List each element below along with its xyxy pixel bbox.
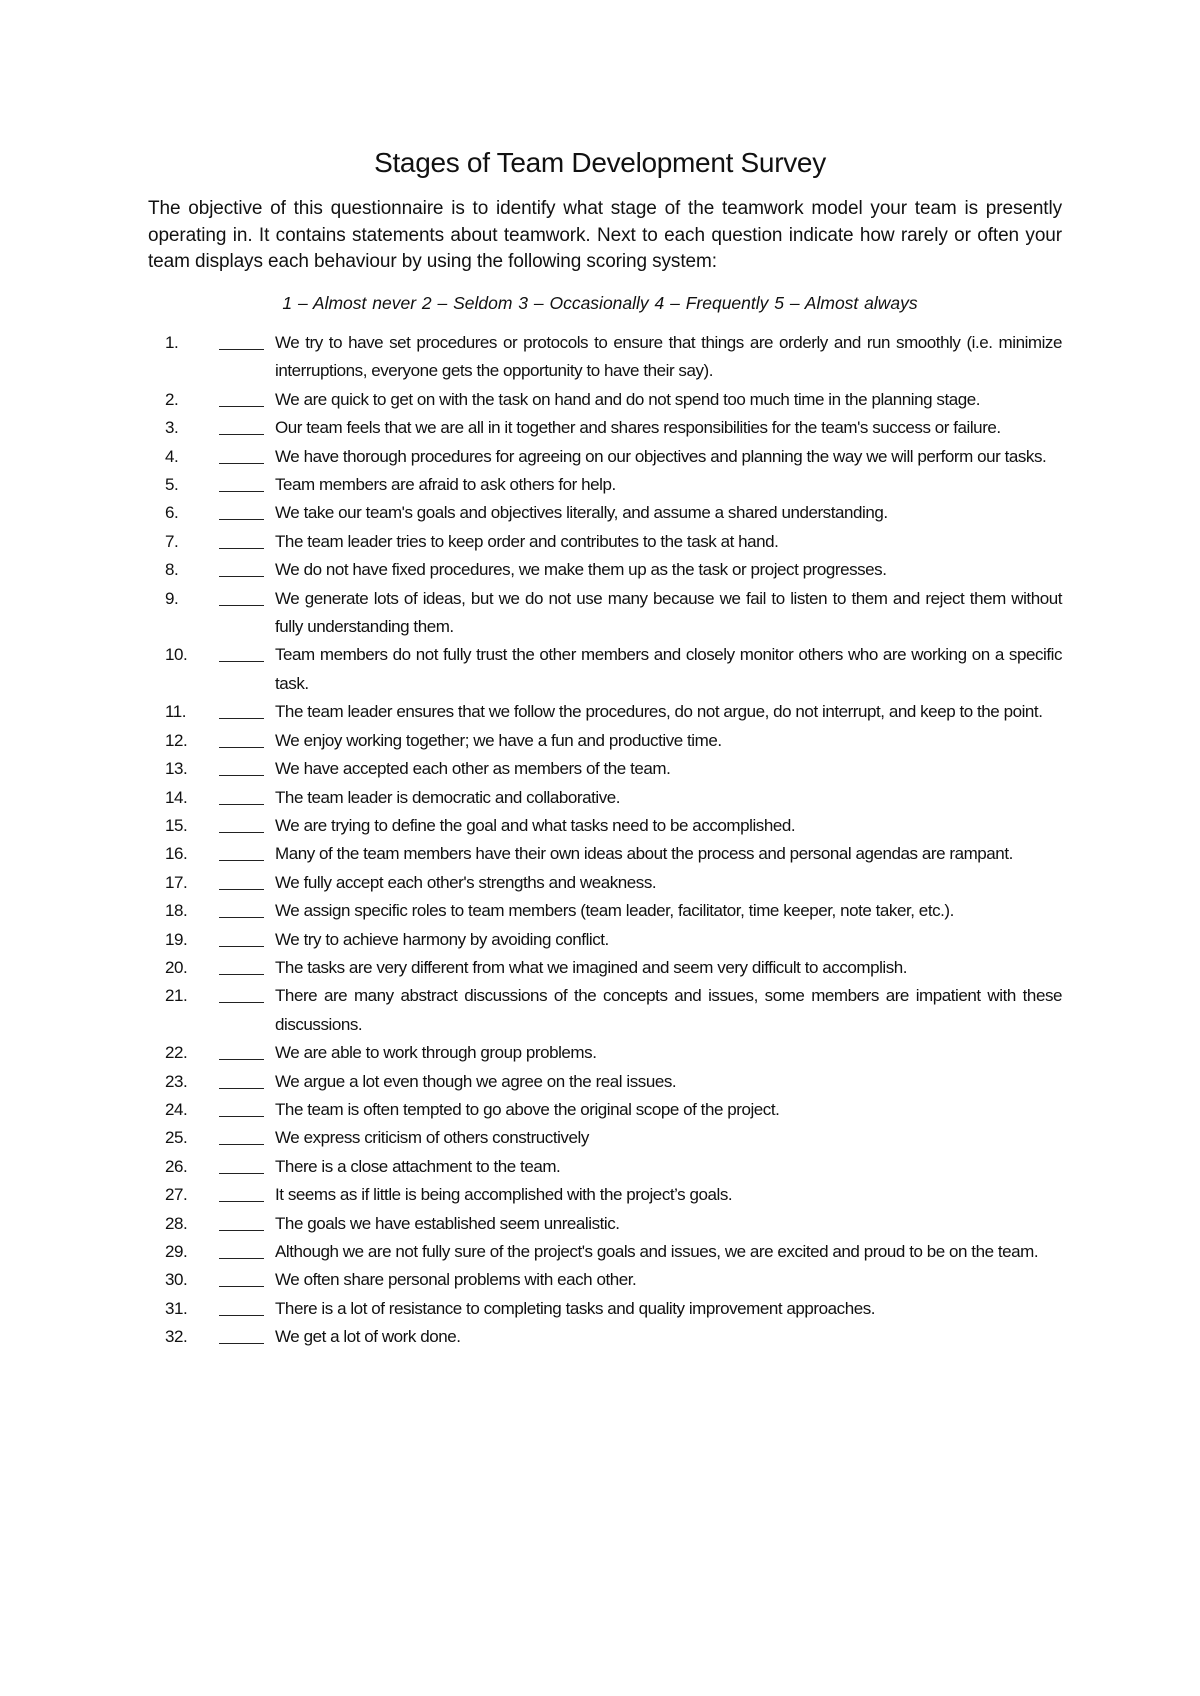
item-number: 26. <box>165 1156 188 1176</box>
survey-item <box>0 812 1200 840</box>
score-blank[interactable] <box>219 585 264 606</box>
score-blank[interactable] <box>219 1238 264 1259</box>
score-blank[interactable] <box>219 926 264 947</box>
score-blank[interactable] <box>219 954 264 975</box>
item-number: 31. <box>165 1298 188 1318</box>
score-blank[interactable] <box>219 1068 264 1089</box>
survey-item <box>0 471 1200 499</box>
page-title: Stages of Team Development Survey <box>374 147 826 178</box>
item-statement: The goals we have established seem unrealistic. <box>275 1213 620 1233</box>
score-blank[interactable] <box>219 1124 264 1145</box>
item-number: 13. <box>165 759 188 779</box>
score-blank[interactable] <box>219 1210 264 1231</box>
survey-item <box>0 784 1200 812</box>
survey-item <box>0 1039 1200 1067</box>
survey-item <box>0 443 1200 471</box>
survey-item <box>0 1210 1200 1238</box>
score-blank[interactable] <box>219 556 264 577</box>
item-number: 22. <box>165 1043 188 1063</box>
item-statement: We express criticism of others constructively <box>275 1128 589 1148</box>
score-blank[interactable] <box>219 755 264 776</box>
item-statement: We argue a lot even though we agree on the real issues. <box>275 1071 677 1091</box>
score-blank[interactable] <box>219 727 264 748</box>
item-statement: We have thorough procedures for agreeing on our objectives and planning the way we will perform our tasks. <box>275 446 1047 466</box>
item-number: 32. <box>165 1327 188 1347</box>
survey-item <box>0 1096 1200 1124</box>
survey-item <box>0 1068 1200 1096</box>
survey-item <box>0 982 1200 1039</box>
score-blank[interactable] <box>219 897 264 918</box>
item-number: 5. <box>165 475 179 495</box>
survey-item <box>0 641 1200 698</box>
item-number: 1. <box>165 333 179 352</box>
item-number: 17. <box>165 872 188 892</box>
score-blank[interactable] <box>219 812 264 833</box>
item-statement: The team leader ensures that we follow the procedures, do not argue, do not interrupt, and keep to the point. <box>275 702 1043 722</box>
item-statement: Our team feels that we are all in it together and shares responsibilities for the team's success or failure. <box>275 418 1001 438</box>
survey-item <box>0 755 1200 783</box>
score-blank[interactable] <box>219 471 264 492</box>
survey-item <box>0 926 1200 954</box>
survey-item <box>0 1266 1200 1294</box>
item-number: 25. <box>165 1128 188 1148</box>
item-statement: The team is often tempted to go above the original scope of the project. <box>275 1099 780 1119</box>
score-blank[interactable] <box>219 499 264 520</box>
item-statement: Although we are not fully sure of the project's goals and issues, we are excited and proud to be on the team. <box>275 1242 1039 1261</box>
survey-item <box>0 1295 1200 1323</box>
item-number: 6. <box>165 503 179 523</box>
item-statement: The team leader tries to keep order and contributes to the task at hand. <box>275 531 779 551</box>
survey-item <box>0 386 1200 414</box>
item-statement: We take our team's goals and objectives literally, and assume a shared understanding. <box>275 503 888 523</box>
score-blank[interactable] <box>219 784 264 805</box>
item-number: 24. <box>165 1099 188 1119</box>
score-blank[interactable] <box>219 528 264 549</box>
item-statement: We often share personal problems with each other. <box>275 1270 637 1290</box>
item-statement: We do not have fixed procedures, we make them up as the task or project progresses. <box>275 560 887 580</box>
item-statement: We try to have set procedures or protocols to ensure that things are orderly and run smoothly (i.e. minimize interruptions, everyone gets the opportunity to have their say). <box>275 333 1062 381</box>
item-number: 12. <box>165 730 188 750</box>
item-number: 4. <box>165 446 179 466</box>
survey-item <box>0 1238 1200 1266</box>
item-statement: We are able to work through group problems. <box>275 1043 597 1063</box>
item-statement: Team members do not fully trust the other members and closely monitor others who are working on a specific task. <box>275 645 1062 693</box>
survey-item <box>0 329 1200 386</box>
item-number: 3. <box>165 418 179 438</box>
item-number: 30. <box>165 1270 188 1290</box>
score-blank[interactable] <box>219 1181 264 1202</box>
item-statement: We assign specific roles to team members (team leader, facilitator, time keeper, note taker, etc.). <box>275 901 954 921</box>
item-statement: The team leader is democratic and collaborative. <box>275 787 621 807</box>
survey-item <box>0 869 1200 897</box>
item-number: 2. <box>165 389 179 409</box>
item-number: 15. <box>165 815 188 835</box>
survey-item <box>0 1181 1200 1209</box>
item-statement: We enjoy working together; we have a fun and productive time. <box>275 730 722 750</box>
item-number: 20. <box>165 957 188 977</box>
score-blank[interactable] <box>219 698 264 719</box>
score-blank[interactable] <box>219 329 264 350</box>
item-statement: There is a close attachment to the team. <box>275 1156 561 1176</box>
item-statement: It seems as if little is being accomplished with the project’s goals. <box>275 1185 733 1205</box>
score-blank[interactable] <box>219 1096 264 1117</box>
survey-item <box>0 585 1200 642</box>
item-number: 14. <box>165 787 188 807</box>
scoring-scale: 1 – Almost never 2 – Seldom 3 – Occasionally 4 – Frequently 5 – Almost always <box>282 293 918 313</box>
item-number: 11. <box>165 702 187 722</box>
survey-item <box>0 1124 1200 1152</box>
item-number: 9. <box>165 588 179 608</box>
item-number: 21. <box>165 986 188 1006</box>
survey-item <box>0 1323 1200 1351</box>
intro-paragraph: The objective of this questionnaire is to identify what stage of the teamwork model your team is presently operating in. It contains statements about teamwork. Next to each question indicate how rarely or often your team displays each behaviour by using the following scoring system: <box>148 198 1062 273</box>
survey-item <box>0 840 1200 868</box>
score-blank[interactable] <box>219 414 264 435</box>
item-number: 16. <box>165 844 188 864</box>
score-blank[interactable] <box>219 1039 264 1060</box>
item-statement: The tasks are very different from what we imagined and seem very difficult to accomplish. <box>275 957 908 977</box>
item-statement: Many of the team members have their own ideas about the process and personal agendas are rampant. <box>275 844 1013 864</box>
survey-item <box>0 727 1200 755</box>
item-statement: We generate lots of ideas, but we do not use many because we fail to listen to them and reject them without fully understanding them. <box>275 588 1062 637</box>
score-blank[interactable] <box>219 982 264 1003</box>
score-blank[interactable] <box>219 1153 264 1174</box>
item-statement: We have accepted each other as members of the team. <box>275 759 671 779</box>
survey-item <box>0 528 1200 556</box>
item-number: 28. <box>165 1213 188 1233</box>
item-number: 10. <box>165 645 188 665</box>
item-statement: There is a lot of resistance to completing tasks and quality improvement approaches. <box>275 1298 876 1318</box>
survey-item <box>0 556 1200 584</box>
item-statement: We try to achieve harmony by avoiding conflict. <box>275 929 609 949</box>
item-number: 18. <box>165 901 188 921</box>
score-blank[interactable] <box>219 386 264 407</box>
score-blank[interactable] <box>219 1323 264 1344</box>
item-number: 8. <box>165 560 179 580</box>
item-number: 7. <box>165 531 179 551</box>
survey-item <box>0 499 1200 527</box>
item-statement: We get a lot of work done. <box>275 1327 461 1347</box>
survey-item <box>0 698 1200 726</box>
item-statement: We are quick to get on with the task on hand and do not spend too much time in the planning stage. <box>275 389 981 409</box>
survey-item <box>0 414 1200 442</box>
item-number: 19. <box>165 929 188 949</box>
score-blank[interactable] <box>219 641 264 662</box>
item-number: 23. <box>165 1071 188 1091</box>
item-statement: Team members are afraid to ask others for help. <box>275 475 616 495</box>
item-number: 27. <box>165 1185 188 1205</box>
score-blank[interactable] <box>219 840 264 861</box>
score-blank[interactable] <box>219 443 264 464</box>
survey-question-list <box>0 329 1200 1352</box>
item-statement: We are trying to define the goal and what tasks need to be accomplished. <box>275 815 796 835</box>
score-blank[interactable] <box>219 1266 264 1287</box>
survey-item <box>0 1153 1200 1181</box>
item-statement: We fully accept each other's strengths and weakness. <box>275 872 657 892</box>
score-blank[interactable] <box>219 869 264 890</box>
item-statement: There are many abstract discussions of the concepts and issues, some members are impatient with these discussions. <box>275 986 1062 1034</box>
survey-item <box>0 954 1200 982</box>
item-number: 29. <box>165 1242 188 1261</box>
survey-item <box>0 897 1200 925</box>
score-blank[interactable] <box>219 1295 264 1316</box>
